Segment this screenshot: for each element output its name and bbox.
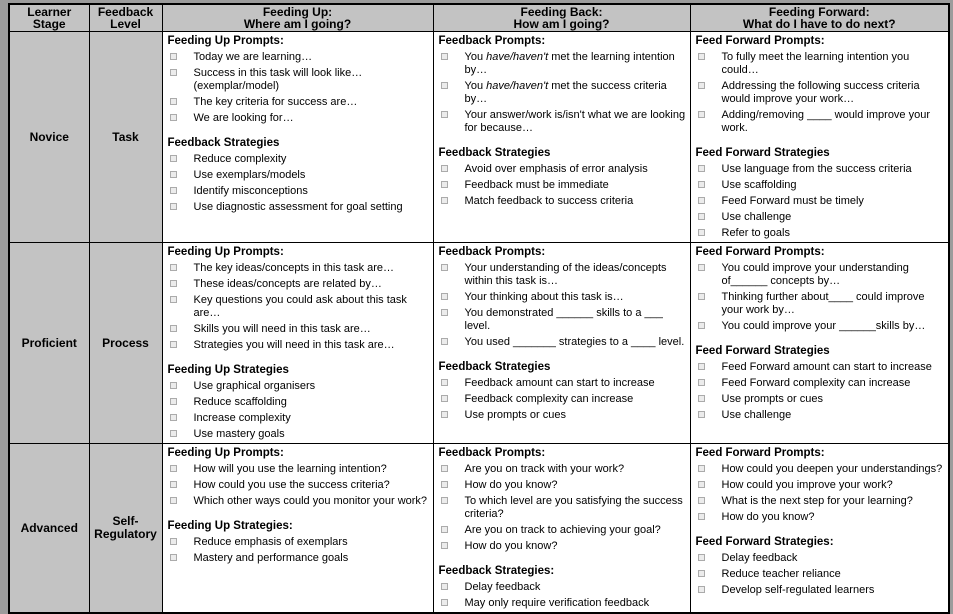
- checklist-item: [439, 307, 687, 333]
- checklist-item: [168, 153, 430, 166]
- checkbox-icon: [170, 465, 177, 472]
- section-heading: Feeding Up Prompts:: [167, 447, 284, 459]
- prompts-section: [439, 34, 687, 135]
- section-heading: Feed Forward Prompts:: [695, 447, 825, 459]
- checklist-item: [439, 393, 687, 406]
- checkbox-icon: [698, 395, 705, 402]
- checkbox-icon: [441, 293, 448, 300]
- item-label: Feedback amount can start to increase: [464, 377, 655, 389]
- checklist: [696, 163, 946, 240]
- checklist-item: [696, 377, 946, 390]
- item-label: Use scaffolding: [721, 179, 797, 191]
- prompts-section: [696, 245, 946, 333]
- item-label: Feed Forward complexity can increase: [721, 377, 911, 389]
- item-label: How could you improve your work?: [721, 479, 893, 491]
- cell-task-feeding-forward: [690, 32, 949, 243]
- checkbox-icon: [441, 309, 448, 316]
- checkbox-icon: [170, 296, 177, 303]
- checkbox-icon: [441, 465, 448, 472]
- item-label: Delay feedback: [464, 581, 541, 593]
- checklist: [168, 536, 430, 565]
- item-label: How do you know?: [721, 511, 815, 523]
- item-label: Adding/removing ____ would improve your work.: [721, 109, 931, 134]
- item-label: You could improve your ______skills by…: [721, 320, 926, 332]
- item-label: Feed Forward must be timely: [721, 195, 864, 207]
- checklist-item: [439, 179, 687, 192]
- checklist-item: [439, 51, 687, 77]
- level-cell-self-regulatory: Self-Regulatory: [89, 444, 162, 614]
- checkbox-icon: [698, 586, 705, 593]
- checklist-item: [696, 463, 946, 476]
- item-label: How will you use the learning intention?: [193, 463, 387, 475]
- table-row-advanced-self-regulatory: [9, 444, 949, 614]
- checklist-item: [696, 291, 946, 317]
- checklist: [696, 552, 946, 597]
- checkbox-icon: [441, 481, 448, 488]
- item-label: Reduce teacher reliance: [721, 568, 841, 580]
- checkbox-icon: [441, 411, 448, 418]
- checklist: [696, 262, 946, 333]
- checklist-item: [168, 536, 430, 549]
- checklist: [439, 163, 687, 208]
- item-label: Use diagnostic assessment for goal setting: [193, 201, 403, 213]
- item-label: What is the next step for your learning?: [721, 495, 913, 507]
- checkbox-icon: [698, 229, 705, 236]
- strategies-section: [696, 535, 946, 597]
- item-label: Use prompts or cues: [721, 393, 823, 405]
- prompts-section: [696, 446, 946, 524]
- item-label: Your understanding of the ideas/concepts within this task is…: [464, 262, 667, 287]
- checklist: [696, 361, 946, 422]
- strategies-section: [168, 519, 430, 565]
- item-label: Refer to goals: [721, 227, 790, 239]
- checklist-item: [696, 227, 946, 240]
- cell-selfreg-feeding-up: [162, 444, 433, 614]
- checklist: [168, 262, 430, 352]
- checkbox-icon: [698, 411, 705, 418]
- prompts-section: [439, 245, 687, 349]
- level-cell-process: Process: [89, 243, 162, 444]
- checklist-item: [696, 80, 946, 106]
- checkbox-icon: [170, 69, 177, 76]
- checklist-item: [696, 320, 946, 333]
- checklist-item: [696, 495, 946, 508]
- checkbox-icon: [170, 98, 177, 105]
- item-label: Mastery and performance goals: [193, 552, 349, 564]
- checklist-item: [439, 377, 687, 390]
- section-heading: Feeding Up Prompts:: [167, 35, 284, 47]
- item-label: Key questions you could ask about this task are…: [193, 294, 407, 319]
- cell-process-feeding-forward: [690, 243, 949, 444]
- item-label: Thinking further about____ could improve your work by…: [721, 291, 925, 316]
- section-heading: Feed Forward Prompts:: [695, 246, 825, 258]
- strategies-section: [439, 360, 687, 422]
- item-label: Avoid over emphasis of error analysis: [464, 163, 648, 175]
- item-label: May only require verification feedback: [464, 597, 650, 609]
- checklist-item: [168, 112, 430, 125]
- checklist: [168, 51, 430, 125]
- item-label: To fully meet the learning intention you could…: [721, 51, 910, 76]
- checklist-item: [439, 479, 687, 492]
- section-heading: Feeding Up Strategies:: [167, 520, 293, 532]
- checklist-item: [439, 163, 687, 176]
- header-line: How am I going?: [513, 17, 610, 31]
- checklist-item: [696, 511, 946, 524]
- item-label: Identify misconceptions: [193, 185, 308, 197]
- checklist-item: [168, 294, 430, 320]
- header-line: Feedback: [97, 5, 154, 19]
- header-line: Level: [110, 17, 141, 31]
- item-label: Which other ways could you monitor your work?: [193, 495, 428, 507]
- checkbox-icon: [170, 187, 177, 194]
- strategies-section: [439, 564, 687, 610]
- cell-task-feeding-up: [162, 32, 433, 243]
- checklist: [439, 262, 687, 349]
- header-line: Where am I going?: [243, 17, 352, 31]
- item-label: We are looking for…: [193, 112, 294, 124]
- checklist-item: [168, 396, 430, 409]
- checklist-item: [696, 584, 946, 597]
- item-label: Today we are learning…: [193, 51, 313, 63]
- checkbox-icon: [441, 181, 448, 188]
- item-label: Addressing the following success criteria would improve your work…: [721, 80, 920, 105]
- checkbox-icon: [170, 430, 177, 437]
- checklist-item: [696, 211, 946, 224]
- item-label: You used _______ strategies to a ____ level.: [464, 336, 685, 348]
- checklist-item: [696, 262, 946, 288]
- item-label: Use challenge: [721, 211, 792, 223]
- checkbox-icon: [698, 213, 705, 220]
- checklist-item: [168, 169, 430, 182]
- checklist-item: [168, 262, 430, 275]
- checkbox-icon: [698, 497, 705, 504]
- item-label: How could you deepen your understandings?: [721, 463, 943, 475]
- checkbox-icon: [170, 114, 177, 121]
- checkbox-icon: [698, 111, 705, 118]
- checkbox-icon: [170, 554, 177, 561]
- section-heading: Feed Forward Strategies: [695, 147, 830, 159]
- checklist: [439, 377, 687, 422]
- cell-selfreg-feeding-back: [433, 444, 690, 614]
- checkbox-icon: [170, 382, 177, 389]
- item-label: Feedback must be immediate: [464, 179, 609, 191]
- checkbox-icon: [441, 526, 448, 533]
- checkbox-icon: [698, 465, 705, 472]
- strategies-section: [696, 146, 946, 240]
- checkbox-icon: [698, 379, 705, 386]
- checklist-item: [168, 463, 430, 476]
- strategies-section: [168, 363, 430, 441]
- checklist-item: [168, 339, 430, 352]
- checklist: [168, 463, 430, 508]
- item-label: Feedback complexity can increase: [464, 393, 634, 405]
- header-feeding-back: [433, 4, 690, 32]
- header-feedback-level: [89, 4, 162, 32]
- checkbox-icon: [170, 325, 177, 332]
- checkbox-icon: [698, 165, 705, 172]
- header-learner-stage: [9, 4, 89, 32]
- cell-task-feeding-back: [433, 32, 690, 243]
- checkbox-icon: [441, 599, 448, 606]
- strategies-section: [168, 136, 430, 214]
- item-label: How do you know?: [464, 540, 558, 552]
- checkbox-icon: [170, 341, 177, 348]
- item-label: Use graphical organisers: [193, 380, 316, 392]
- checkbox-icon: [441, 497, 448, 504]
- stage-cell-novice: Novice: [9, 32, 89, 243]
- checklist-item: [696, 409, 946, 422]
- checkbox-icon: [441, 165, 448, 172]
- header-line: Stage: [32, 17, 66, 31]
- section-heading: Feed Forward Prompts:: [695, 35, 825, 47]
- item-label: Your thinking about this task is…: [464, 291, 624, 303]
- checklist-item: [439, 336, 687, 349]
- checklist-item: [168, 185, 430, 198]
- header-line: Learner: [27, 5, 72, 19]
- item-label: Increase complexity: [193, 412, 291, 424]
- item-label: Reduce complexity: [193, 153, 287, 165]
- checkbox-icon: [170, 280, 177, 287]
- cell-selfreg-feeding-forward: [690, 444, 949, 614]
- checklist-item: [696, 51, 946, 77]
- checkbox-icon: [170, 203, 177, 210]
- item-label: Skills you will need in this task are…: [193, 323, 371, 335]
- checklist-item: [439, 291, 687, 304]
- item-label: You have/haven't met the success criteria by…: [464, 80, 667, 105]
- checkbox-icon: [698, 293, 705, 300]
- prompts-section: [168, 446, 430, 508]
- header-line: Feeding Back:: [520, 5, 603, 19]
- checklist-item: [168, 479, 430, 492]
- checkbox-icon: [170, 171, 177, 178]
- checklist-item: [168, 380, 430, 393]
- checkbox-icon: [441, 583, 448, 590]
- item-label: Use challenge: [721, 409, 792, 421]
- section-heading: Feedback Strategies: [167, 137, 280, 149]
- checkbox-icon: [170, 481, 177, 488]
- section-heading: Feedback Prompts:: [438, 35, 546, 47]
- checklist: [439, 51, 687, 135]
- table-row-proficient-process: [9, 243, 949, 444]
- item-label: Reduce emphasis of exemplars: [193, 536, 348, 548]
- section-heading: Feedback Strategies: [438, 147, 551, 159]
- strategies-section: [696, 344, 946, 422]
- checkbox-icon: [698, 197, 705, 204]
- item-label: Use language from the success criteria: [721, 163, 912, 175]
- checkbox-icon: [698, 513, 705, 520]
- item-label: How do you know?: [464, 479, 558, 491]
- checkbox-icon: [441, 111, 448, 118]
- checkbox-icon: [698, 554, 705, 561]
- checkbox-icon: [698, 53, 705, 60]
- checklist-item: [439, 109, 687, 135]
- checklist-item: [168, 278, 430, 291]
- section-heading: Feed Forward Strategies: [695, 345, 830, 357]
- checklist-item: [696, 393, 946, 406]
- checkbox-icon: [441, 197, 448, 204]
- section-heading: Feeding Up Prompts:: [167, 246, 284, 258]
- checklist-item: [168, 201, 430, 214]
- item-label: You demonstrated ______ skills to a ___ level.: [464, 307, 663, 332]
- checklist-item: [168, 67, 430, 93]
- checklist-item: [696, 552, 946, 565]
- checklist-item: [696, 179, 946, 192]
- header-feeding-forward: [690, 4, 949, 32]
- item-label: The key ideas/concepts in this task are…: [193, 262, 395, 274]
- item-label: Feed Forward amount can start to increase: [721, 361, 932, 373]
- checkbox-icon: [441, 82, 448, 89]
- item-label: How could you use the success criteria?: [193, 479, 390, 491]
- prompts-section: [439, 446, 687, 553]
- section-heading: Feedback Strategies: [438, 361, 551, 373]
- checklist-item: [696, 195, 946, 208]
- item-label: You have/haven't met the learning intention by…: [464, 51, 675, 76]
- item-label: Use exemplars/models: [193, 169, 306, 181]
- item-label: These ideas/concepts are related by…: [193, 278, 382, 290]
- checklist-item: [439, 540, 687, 553]
- checkbox-icon: [441, 264, 448, 271]
- checklist-item: [696, 361, 946, 374]
- checkbox-icon: [698, 363, 705, 370]
- item-label: Develop self-regulated learners: [721, 584, 875, 596]
- checkbox-icon: [698, 264, 705, 271]
- header-line: What do I have to do next?: [742, 17, 896, 31]
- checklist-item: [168, 552, 430, 565]
- section-heading: Feedback Prompts:: [438, 246, 546, 258]
- checkbox-icon: [698, 481, 705, 488]
- item-label: You could improve your understanding of______ concepts by…: [721, 262, 909, 287]
- section-heading: Feedback Prompts:: [438, 447, 546, 459]
- prompts-section: [168, 34, 430, 125]
- item-label: Your answer/work is/isn't what we are looking for because…: [464, 109, 686, 134]
- checklist: [696, 463, 946, 524]
- table-row-novice-task: [9, 32, 949, 243]
- checklist-item: [168, 51, 430, 64]
- item-label: Use mastery goals: [193, 428, 285, 440]
- checkbox-icon: [170, 538, 177, 545]
- item-label: Strategies you will need in this task are…: [193, 339, 395, 351]
- checklist-item: [439, 262, 687, 288]
- header-line: Feeding Up:: [262, 5, 333, 19]
- checklist: [168, 153, 430, 214]
- header-row: [9, 4, 949, 32]
- checkbox-icon: [441, 395, 448, 402]
- prompts-section: [696, 34, 946, 135]
- item-label: Are you on track with your work?: [464, 463, 625, 475]
- stage-cell-proficient: Proficient: [9, 243, 89, 444]
- level-cell-task: Task: [89, 32, 162, 243]
- checkbox-icon: [698, 570, 705, 577]
- header-feeding-up: [162, 4, 433, 32]
- feedback-matrix-table: [8, 3, 950, 614]
- checklist: [168, 380, 430, 441]
- checklist: [696, 51, 946, 135]
- item-label: Use prompts or cues: [464, 409, 566, 421]
- checklist-item: [696, 109, 946, 135]
- item-label: Reduce scaffolding: [193, 396, 287, 408]
- checkbox-icon: [441, 379, 448, 386]
- checkbox-icon: [170, 155, 177, 162]
- checklist-item: [168, 495, 430, 508]
- header-line: Feeding Forward:: [768, 5, 870, 19]
- checklist: [439, 581, 687, 610]
- checkbox-icon: [170, 53, 177, 60]
- checklist-item: [439, 80, 687, 106]
- checklist-item: [696, 479, 946, 492]
- item-label: Match feedback to success criteria: [464, 195, 634, 207]
- checklist-item: [439, 597, 687, 610]
- item-label: To which level are you satisfying the success criteria?: [464, 495, 683, 520]
- checkbox-icon: [170, 414, 177, 421]
- checklist-item: [439, 463, 687, 476]
- item-label: The key criteria for success are…: [193, 96, 358, 108]
- checklist-item: [168, 428, 430, 441]
- checkbox-icon: [698, 322, 705, 329]
- checklist-item: [439, 581, 687, 594]
- checkbox-icon: [441, 542, 448, 549]
- checkbox-icon: [698, 82, 705, 89]
- checkbox-icon: [170, 398, 177, 405]
- checklist-item: [168, 96, 430, 109]
- cell-process-feeding-up: [162, 243, 433, 444]
- item-label: Are you on track to achieving your goal?: [464, 524, 661, 536]
- checkbox-icon: [698, 181, 705, 188]
- strategies-section: [439, 146, 687, 208]
- checklist-item: [439, 524, 687, 537]
- cell-process-feeding-back: [433, 243, 690, 444]
- checklist-item: [696, 568, 946, 581]
- checklist-item: [696, 163, 946, 176]
- checkbox-icon: [170, 497, 177, 504]
- checkbox-icon: [441, 53, 448, 60]
- checkbox-icon: [441, 338, 448, 345]
- checklist-item: [439, 495, 687, 521]
- prompts-section: [168, 245, 430, 352]
- checkbox-icon: [170, 264, 177, 271]
- section-heading: Feeding Up Strategies: [167, 364, 289, 376]
- section-heading: Feed Forward Strategies:: [695, 536, 834, 548]
- checklist-item: [168, 412, 430, 425]
- checklist-item: [168, 323, 430, 336]
- item-label: Delay feedback: [721, 552, 798, 564]
- stage-cell-advanced: Advanced: [9, 444, 89, 614]
- checklist-item: [439, 195, 687, 208]
- section-heading: Feedback Strategies:: [438, 565, 555, 577]
- checklist-item: [439, 409, 687, 422]
- checklist: [439, 463, 687, 553]
- item-label: Success in this task will look like…(exemplar/model): [193, 67, 363, 92]
